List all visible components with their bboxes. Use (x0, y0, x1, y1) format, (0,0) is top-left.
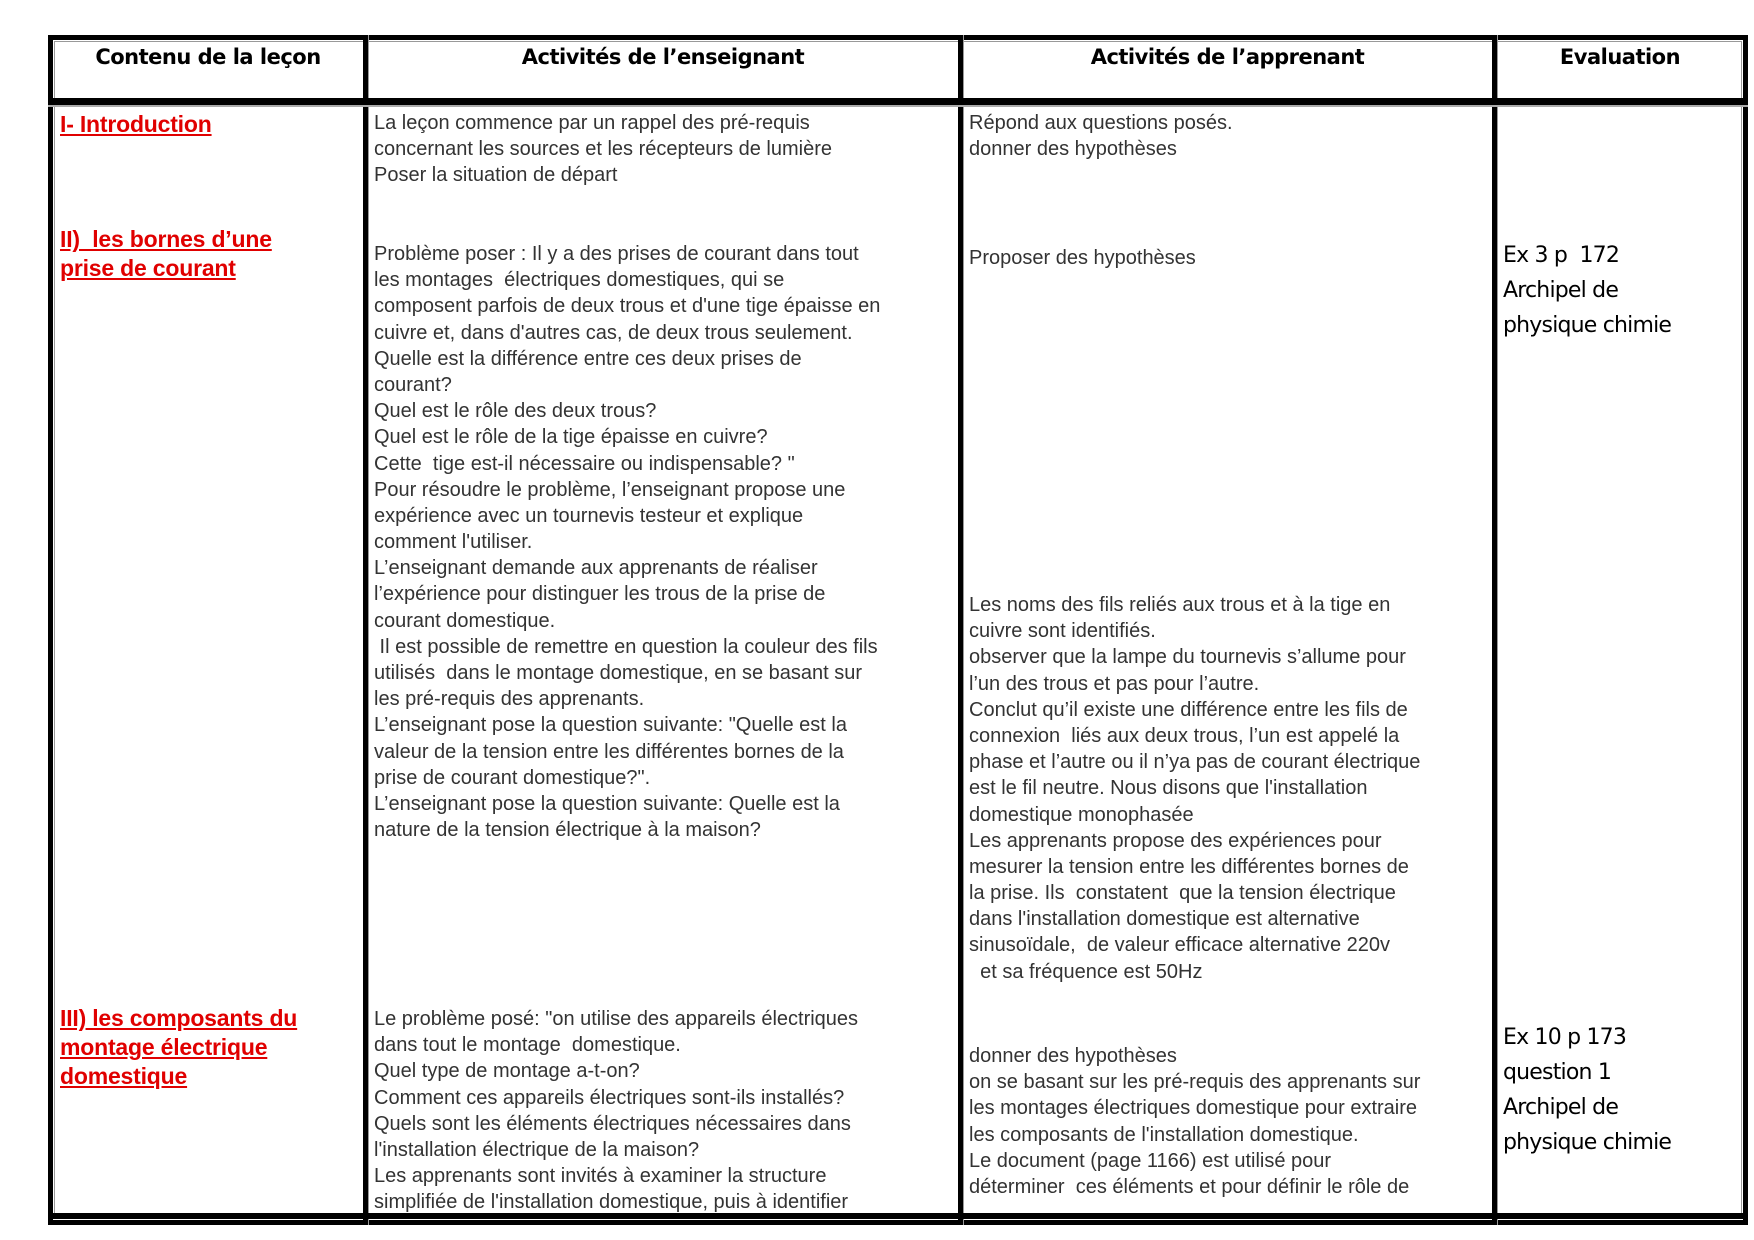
text-line: physique chimie (1503, 313, 1672, 338)
text-line: composent parfois de deux trous et d'une tige épaisse en (374, 295, 881, 318)
text-line: domestique monophasée (969, 803, 1194, 826)
text-line: Répond aux questions posés. (969, 112, 1233, 134)
section-title-composants (60, 1004, 297, 1091)
text-line: les montages électriques domestique pour extraire (969, 1097, 1418, 1120)
text-line: et sa fréquence est 50Hz (969, 960, 1203, 983)
text-line: mesurer la tension entre les différentes bornes de (969, 855, 1409, 878)
text-line: physique chimie (1503, 1130, 1672, 1155)
text-line: Proposer des hypothèses (969, 247, 1196, 269)
learner-activity-composants (969, 1043, 1420, 1200)
text-line: Quelle est la différence entre ces deux prises de (374, 347, 802, 370)
text-line: dans tout le montage domestique. (374, 1034, 681, 1057)
teacher-activity-composants (374, 1006, 858, 1216)
text-line: Ex 3 p 172 (1503, 243, 1620, 268)
text-line: expérience avec un tournevis testeur et explique (374, 504, 804, 527)
text-line: Le problème posé: "on utilise des appareils électriques (374, 1008, 859, 1030)
text-line: donner des hypothèses (969, 1045, 1177, 1067)
text-line: utilisés dans le montage domestique, en se basant sur (374, 662, 863, 684)
text-line: Poser la situation de départ (374, 164, 618, 187)
text-line: dans l'installation domestique est alternative (969, 908, 1360, 931)
text-line: Archipel de (1503, 1095, 1619, 1120)
text-line: comment l'utiliser. (374, 531, 533, 554)
text-line: les montages électriques domestiques, qui se (374, 269, 785, 292)
text-line: l'installation électrique de la maison? (374, 1138, 700, 1161)
section-title-bornes (60, 225, 272, 283)
text-line: Comment ces appareils électriques sont-ils installés? (374, 1086, 845, 1109)
text-line: Le document (page 1166) est utilisé pour (969, 1149, 1332, 1172)
evaluation-bornes (1503, 238, 1671, 343)
text-line: Conclut qu’il existe une différence entre les fils de (969, 698, 1408, 721)
bottom-border (48, 1213, 1748, 1219)
text-line: simplifiée de l'installation domestique, puis à identifier (374, 1191, 849, 1214)
text-line: les composants de l'installation domestique. (969, 1123, 1359, 1146)
header-apprenant: Activités de l’apprenant (1090, 45, 1365, 69)
text-line: montage électrique (60, 1034, 268, 1060)
text-line: courant? (374, 373, 452, 396)
learner-activity-hypotheses (969, 245, 1196, 271)
text-line: l’un des trous et pas pour l’autre. (969, 672, 1260, 695)
text-line: Cette tige est-il nécessaire ou indispensable? " (374, 452, 795, 475)
text-line: Ex 10 p 173 (1503, 1025, 1627, 1050)
text-line: Archipel de (1503, 278, 1619, 303)
section-title-introduction (60, 110, 212, 139)
text-line: domestique (60, 1063, 188, 1089)
text-line: La leçon commence par un rappel des pré-requis (374, 112, 810, 134)
teacher-activity-intro (374, 110, 832, 189)
text-line: l’expérience pour distinguer les trous de la prise de (374, 583, 826, 606)
text-line: les pré-requis des apprenants. (374, 688, 645, 711)
column-divider (1492, 35, 1497, 1225)
text-line: Quel est le rôle des deux trous? (374, 400, 657, 423)
text-line: III) les composants du (60, 1005, 298, 1031)
text-line: est le fil neutre. Nous disons que l'installation (969, 777, 1368, 800)
column-divider (363, 35, 368, 1225)
evaluation-composants (1503, 1020, 1671, 1160)
learner-activity-intro (969, 110, 1233, 162)
text-line: Pour résoudre le problème, l’enseignant propose une (374, 478, 846, 501)
text-line: Quel est le rôle de la tige épaisse en cuivre? (374, 426, 768, 449)
text-line: II) les bornes d’une (60, 226, 272, 252)
header-enseignant: Activités de l’enseignant (521, 45, 805, 69)
header-evaluation: Evaluation (1559, 45, 1681, 69)
text-line: valeur de la tension entre les différentes bornes de la (374, 740, 844, 763)
text-line: prise de courant (60, 255, 236, 281)
text-line: concernant les sources et les récepteurs de lumière (374, 138, 833, 161)
text-line: prise de courant domestique?". (374, 766, 651, 789)
text-line: donner des hypothèses (969, 138, 1177, 161)
header-divider (48, 98, 1748, 105)
text-line: question 1 (1503, 1060, 1612, 1085)
text-line: Quel type de montage a-t-on? (374, 1060, 640, 1083)
text-line: cuivre sont identifiés. (969, 620, 1156, 643)
text-line: Les apprenants propose des expériences pour (969, 829, 1382, 852)
text-line: déterminer ces éléments et pour définir le rôle de (969, 1175, 1410, 1198)
text-line: nature de la tension électrique à la maison? (374, 819, 761, 842)
teacher-activity-bornes (374, 241, 880, 843)
text-line: Problème poser : Il y a des prises de courant dans tout (374, 243, 859, 265)
text-line: courant domestique. (374, 609, 556, 632)
text-line: L’enseignant pose la question suivante: "Quelle est la (374, 714, 847, 737)
text-line: observer que la lampe du tournevis s’allume pour (969, 646, 1406, 669)
header-contenu: Contenu de la leçon (95, 45, 321, 69)
text-line: I- Introduction (60, 111, 212, 137)
text-line: connexion liés aux deux trous, l’un est appelé la (969, 724, 1400, 747)
text-line: cuivre et, dans d'autres cas, de deux trous seulement. (374, 321, 853, 344)
text-line: Les noms des fils reliés aux trous et à la tige en (969, 594, 1391, 616)
learner-activity-bornes (969, 592, 1420, 985)
text-line: L’enseignant demande aux apprenants de réaliser (374, 557, 818, 580)
text-line: L’enseignant pose la question suivante: Quelle est la (374, 792, 840, 815)
text-line: Quels sont les éléments électriques nécessaires dans (374, 1112, 851, 1135)
text-line: on se basant sur les pré-requis des apprenants sur (969, 1071, 1421, 1094)
column-divider (958, 35, 963, 1225)
text-line: Les apprenants sont invités à examiner la structure (374, 1165, 827, 1188)
text-line: la prise. Ils constatent que la tension électrique (969, 882, 1396, 905)
text-line: phase et l’autre ou il n’ya pas de courant électrique (969, 751, 1421, 774)
text-line: Il est possible de remettre en question la couleur des fils (374, 635, 878, 658)
text-line: sinusoïdale, de valeur efficace alternative 220v (969, 934, 1391, 957)
